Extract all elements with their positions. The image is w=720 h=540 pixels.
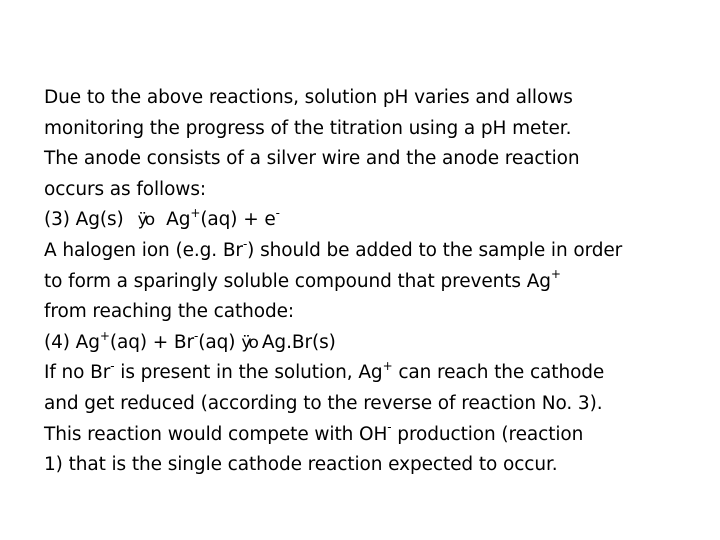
text-line: and get reduced (according to the reverse of reaction No. 3). (44, 392, 603, 414)
equation-line (44, 205, 714, 236)
text-line (44, 420, 714, 451)
text-line: 1) that is the single cathode reaction expected to occur. (44, 454, 558, 476)
charge-superscript: + (550, 267, 561, 282)
text-line: Due to the above reactions, solution pH varies and allows (44, 87, 573, 108)
reaction-arrow-icon: ÿo (241, 332, 256, 353)
charge-superscript: + (190, 206, 201, 221)
text-run: (aq) (198, 331, 236, 353)
text-line (44, 236, 714, 267)
charge-superscript: + (99, 328, 110, 343)
text-run: is present in the solution, Ag (114, 362, 383, 384)
text-run: This reaction would compete with OH (44, 423, 388, 445)
text-run: A halogen ion (e.g. Br (44, 239, 243, 261)
text-run: to form a sparingly soluble compound that prevents Ag (44, 270, 551, 292)
equation-reactant: (3) Ag(s) (44, 209, 124, 231)
equation-product: Ag (166, 209, 191, 231)
charge-superscript: - (242, 236, 248, 251)
text-run: If no Br (44, 362, 111, 384)
charge-superscript: - (387, 420, 392, 435)
charge-superscript: + (382, 359, 393, 374)
text-line (44, 267, 714, 298)
charge-superscript: - (275, 206, 280, 221)
equation-4 (44, 328, 714, 359)
paragraph-no-bromide (44, 358, 714, 480)
charge-superscript: - (110, 359, 115, 374)
text-line: from reaching the cathode: (44, 301, 295, 323)
equation-state: (aq) + e (200, 209, 276, 231)
text-block (44, 83, 714, 481)
text-run: ) should be added to the sample in order (247, 239, 623, 261)
paragraph-halogen-ion (44, 236, 714, 328)
text-line (44, 358, 714, 389)
text-run: (4) Ag (44, 331, 100, 353)
equation-3 (44, 205, 714, 236)
text-line: occurs as follows: (44, 178, 206, 200)
text-line: The anode consists of a silver wire and the anode reaction (44, 148, 580, 170)
equation-line (44, 328, 714, 359)
charge-superscript: - (194, 328, 199, 343)
text-run: (aq) + Br (109, 331, 195, 353)
paragraph-ph-monitoring (44, 83, 714, 205)
reaction-arrow-icon: ÿo (137, 210, 153, 231)
text-run: can reach the cathode (392, 362, 605, 384)
text-run: production (reaction (391, 423, 584, 445)
equation-product: Ag.Br(s) (261, 331, 336, 353)
text-line: monitoring the progress of the titration using a pH meter. (44, 117, 572, 139)
